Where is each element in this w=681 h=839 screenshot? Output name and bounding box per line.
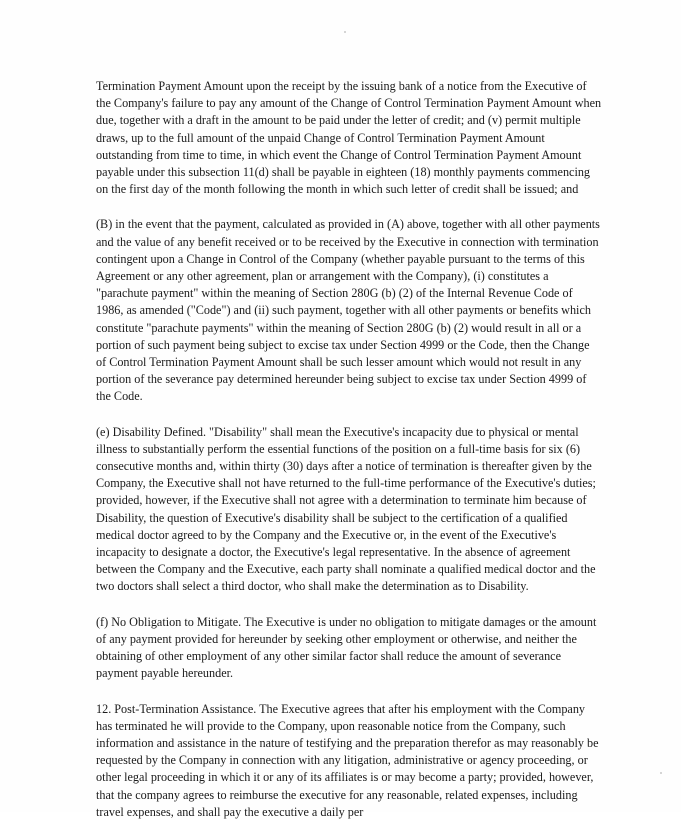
paragraph-parachute-payment: (B) in the event that the payment, calculated as provided in (A) above, together with all other payments and the value of any benefit received or to be received by the Executive in connection with termination contingent upon a Change in Control of the Company (whether payable pursuant to the terms of this Agreement or any other agreement, plan or arrangement with the Company), (i) constitutes a "parachute payment" within the meaning of Section 280G (b) (2) of the Internal Revenue Code of 1986, as amended ("Code") and (ii) such payment, together with all other payments or benefits which constitute "parachute payments" within the meaning of Section 280G (b) (2) would result in all or a portion of such payment being subject to excise tax under Section 4999 or the Code, then the Change of Control Termination Payment Amount shall be such lesser amount which would not result in any portion of the severance pay determined hereunder being subject to excise tax under Section 4999 of the Code.: [96, 217, 600, 404]
document-body: [96, 78, 602, 839]
paragraph-post-termination-assistance: 12. Post-Termination Assistance. The Executive agrees that after his employment with the Company has terminated he will provide to the Company, upon reasonable notice from the Company, such information and assistance in the nature of testifying and the preparation therefor as may reasonably be requested by the Company in connection with any litigation, administrative or agency proceeding, or other legal proceeding in which it or any of its affiliates is or may become a party; provided, however, that the company agrees to reimburse the executive for any reasonable, related expenses, including travel expenses, and shall pay the executive a daily per: [96, 701, 599, 819]
scan-speck: [660, 772, 662, 774]
paragraph-disability-defined: (e) Disability Defined. "Disability" shall mean the Executive's incapacity due to physical or mental illness to substantially perform the essential functions of the position on a full-time basis for six (6) consecutive months and, within thirty (30) days after a notice of termination is thereafter given by the Company, the Executive shall not have returned to the full-time performance of the Executive's duties; provided, however, if the Executive shall not agree with a determination to terminate him because of Disability, the question of Executive's disability shall be subject to the certification of a qualified medical doctor agreed to by the Company and the Executive or, in the event of the Executive's incapacity to designate a doctor, the Executive's legal representative. In the absence of agreement between the Company and the Executive, each party shall nominate a qualified medical doctor and the two doctors shall select a third doctor, who shall make the determination as to Disability.: [96, 424, 596, 594]
paragraph-letter-of-credit: Termination Payment Amount upon the receipt by the issuing bank of a notice from the Executive of the Company's failure to pay any amount of the Change of Control Termination Payment Amount when due, together with a draft in the amount to be paid under the letter of credit; and (v) permit multiple draws, up to the full amount of the unpaid Change of Control Termination Payment Amount outstanding from time to time, in which event the Change of Control Termination Payment Amount payable under this subsection 11(d) shall be payable in eighteen (18) monthly payments commencing on the first day of the month following the month in which such letter of credit shall be issued; and: [96, 79, 602, 197]
scan-speck: [344, 31, 346, 33]
paragraph-no-obligation-to-mitigate: (f) No Obligation to Mitigate. The Executive is under no obligation to mitigate damages or the amount of any payment provided for hereunder by seeking other employment or otherwise, and neither the obtaining of other employment of any other similar factor shall reduce the amount of severance payment payable hereunder.: [96, 614, 597, 681]
